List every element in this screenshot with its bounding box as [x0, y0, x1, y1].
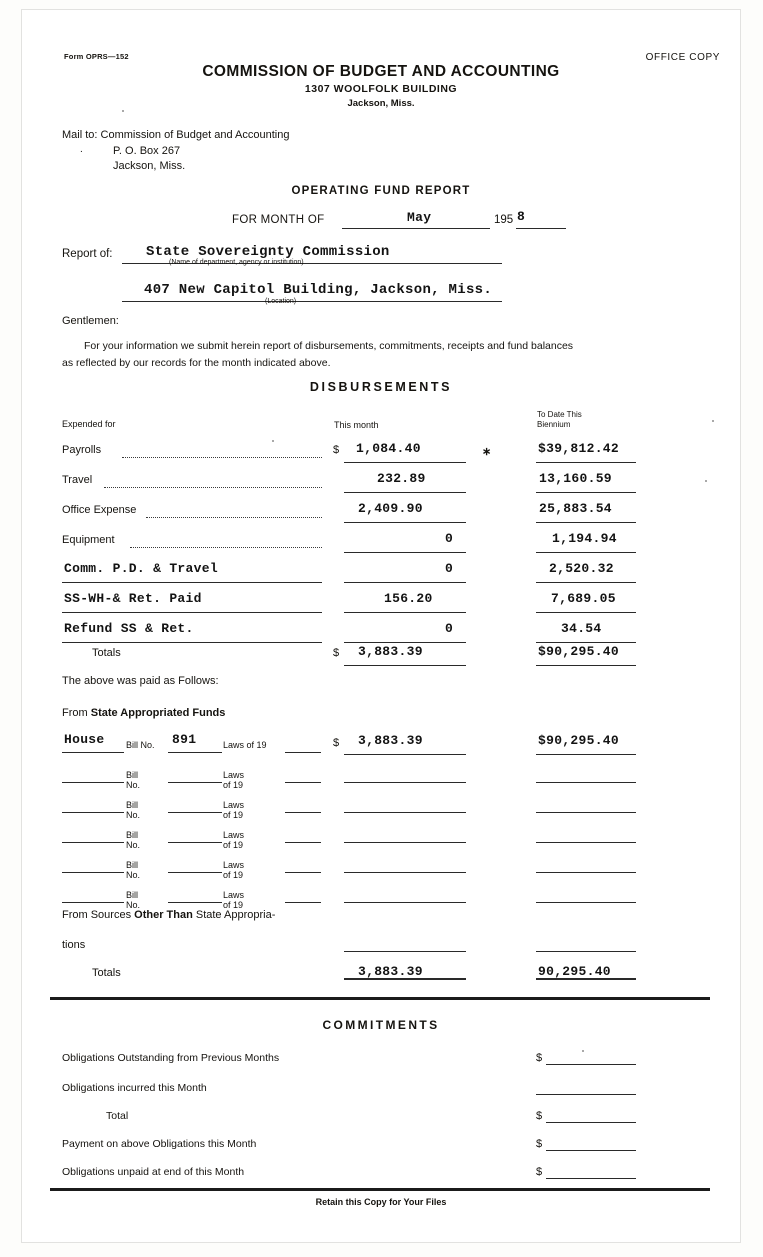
bill-row-house-rule-1	[62, 752, 124, 753]
other-sources-prefix: From Sources	[62, 909, 135, 921]
value-this-month-ss-wh-ret-paid: 156.20	[384, 591, 433, 606]
disbursements-heading: DISBURSEMENTS	[309, 380, 453, 394]
bill-rule-this-month-2	[344, 782, 466, 783]
laws-of-label-3: Laws of 19	[223, 800, 245, 820]
totals-label: Totals	[92, 647, 121, 659]
rule-this-month-ss-wh-ret-paid	[344, 612, 466, 613]
other-sources-emphasis: Other Than	[134, 909, 193, 921]
row-label-payrolls: Payrolls	[62, 444, 102, 456]
other-sources-rule-this-month	[344, 951, 466, 952]
commitments-dollar-0: $	[536, 1052, 543, 1064]
location-caption: (Location)	[265, 298, 297, 305]
year-rule	[516, 228, 566, 229]
value-to-date-ss-wh-ret-paid: 7,689.05	[551, 591, 616, 606]
rule-this-month-refund-ss-ret	[344, 642, 466, 643]
paid-as-follows-label: The above was paid as Follows:	[62, 675, 219, 687]
rule-this-month-equipment	[344, 552, 466, 553]
commitments-rule-0	[546, 1064, 636, 1065]
value-this-month-refund-ss-ret: 0	[445, 621, 454, 636]
location-value: 407 New Capitol Building, Jackson, Miss.	[144, 282, 493, 298]
section-divider-top	[50, 997, 710, 1000]
value-this-month-equipment: 0	[445, 531, 454, 546]
bill-rule-to-date-2	[536, 782, 636, 783]
other-sources-line2: tions	[62, 939, 86, 951]
laws-of-rule-3	[285, 812, 321, 813]
scan-speck	[122, 110, 124, 112]
commitments-rule-3	[546, 1150, 636, 1151]
from-state-funds-line	[62, 707, 225, 719]
bill-rule-to-date-5	[536, 872, 636, 873]
section-divider-bottom	[50, 1188, 710, 1191]
bill-no-rule-4	[168, 842, 222, 843]
bill-no-rule-3	[168, 812, 222, 813]
agency-name-value: State Sovereignty Commission	[146, 244, 390, 260]
row-leader-office-expense	[146, 517, 322, 518]
row-label-refund-ss-ret: Refund SS & Ret.	[64, 621, 194, 636]
rule-this-month-comm-pd-travel	[344, 582, 466, 583]
laws-of-rule-1	[285, 752, 321, 753]
value-to-date-payrolls: $39,812.42	[538, 441, 620, 456]
rule-to-date-office-expense	[536, 522, 636, 523]
bill-rule-to-date-1	[536, 754, 636, 755]
bill-rule-this-month-4	[344, 842, 466, 843]
office-copy-label: OFFICE COPY	[645, 52, 720, 63]
row-label-equipment: Equipment	[62, 534, 115, 546]
value-this-month-totals: 3,883.39	[358, 644, 423, 659]
final-totals-label: Totals	[92, 967, 121, 979]
commitments-row-label-1: Obligations incurred this Month	[62, 1082, 207, 1094]
value-this-month-comm-pd-travel: 0	[445, 561, 454, 576]
bill-value-to-date-1: $90,295.40	[538, 733, 620, 748]
rule-to-date-equipment	[536, 552, 636, 553]
month-value: May	[407, 210, 432, 225]
other-sources-suffix: State Appropria-	[192, 909, 276, 921]
final-totals-rule-this-month	[344, 978, 466, 980]
asterisk-mark: ∗	[482, 446, 492, 458]
commitments-row-label-0: Obligations Outstanding from Previous Months	[62, 1052, 280, 1064]
bill-row-house-1: House	[64, 732, 105, 747]
form-sheet	[22, 10, 740, 1242]
operating-fund-report-heading: OPERATING FUND REPORT	[291, 185, 471, 197]
rule-this-month-travel	[344, 492, 466, 493]
bill-rule-to-date-4	[536, 842, 636, 843]
commitments-row-label-3: Payment on above Obligations this Month	[62, 1138, 257, 1150]
mail-to-line3: Jackson, Miss.	[113, 160, 186, 172]
row-leader-travel	[104, 487, 322, 488]
column-header-to-date-line1: To Date This	[537, 410, 582, 419]
commitments-dollar-4: $	[536, 1166, 543, 1178]
row-leader-payrolls	[122, 457, 322, 458]
row-label-comm-pd-travel: Comm. P.D. & Travel	[64, 561, 218, 576]
for-month-of-label: FOR MONTH OF	[232, 214, 325, 226]
bill-rule-this-month-1	[344, 754, 466, 755]
column-header-expended-for: Expended for	[62, 419, 116, 429]
bill-no-label-6: Bill No.	[126, 890, 141, 910]
value-to-date-refund-ss-ret: 34.54	[561, 621, 602, 636]
laws-of-rule-2	[285, 782, 321, 783]
rule-to-date-travel	[536, 492, 636, 493]
commitments-dollar-3: $	[536, 1138, 543, 1150]
row-leader-refund-ss-ret	[62, 642, 322, 643]
value-to-date-travel: 13,160.59	[539, 471, 612, 486]
scan-speck	[272, 440, 274, 442]
laws-of-rule-6	[285, 902, 321, 903]
stray-mark: .	[80, 144, 83, 155]
bill-no-rule-5	[168, 872, 222, 873]
mail-to-line1: Mail to: Commission of Budget and Accounting	[62, 129, 290, 141]
from-state-funds-emphasis: State Appropriated Funds	[90, 707, 226, 719]
commission-address-line1: 1307 WOOLFOLK BUILDING	[304, 83, 458, 95]
row-label-office-expense: Office Expense	[62, 504, 137, 516]
value-this-month-payrolls: 1,084.40	[356, 441, 421, 456]
value-this-month-office-expense: 2,409.90	[358, 501, 423, 516]
body-line2: as reflected by our records for the month indicated above.	[62, 357, 331, 369]
laws-of-rule-4	[285, 842, 321, 843]
other-sources-line1	[62, 909, 275, 921]
bill-no-label-1: Bill No.	[126, 740, 155, 750]
year-prefix: 195	[494, 214, 514, 226]
rule-this-month-payrolls	[344, 462, 466, 463]
report-of-label: Report of:	[62, 248, 113, 260]
final-totals-to-date: 90,295.40	[538, 964, 611, 979]
bill-rule-this-month-5	[344, 872, 466, 873]
dollar-sign-totals: $	[333, 647, 340, 659]
laws-of-label-5: Laws of 19	[223, 860, 245, 880]
year-digit: 8	[517, 209, 526, 224]
bill-row-house-rule-2	[62, 782, 124, 783]
from-state-funds-prefix: From	[62, 707, 91, 719]
scan-speck	[582, 1050, 584, 1052]
laws-of-rule-5	[285, 872, 321, 873]
other-sources-rule-to-date	[536, 951, 636, 952]
month-rule	[342, 228, 490, 229]
bill-no-rule-2	[168, 782, 222, 783]
row-leader-equipment	[130, 547, 322, 548]
rule-to-date-payrolls	[536, 462, 636, 463]
commitments-dollar-2: $	[536, 1110, 543, 1122]
row-label-travel: Travel	[62, 474, 93, 486]
footer-retain-note: Retain this Copy for Your Files	[315, 1197, 447, 1207]
rule-to-date-refund-ss-ret	[536, 642, 636, 643]
bill-no-rule-1	[168, 752, 222, 753]
commitments-rule-1	[536, 1094, 636, 1095]
scan-speck	[712, 420, 714, 422]
bill-rule-this-month-6	[344, 902, 466, 903]
rule-to-date-totals	[536, 665, 636, 666]
laws-of-label-6: Laws of 19	[223, 890, 245, 910]
commitments-rule-2	[546, 1122, 636, 1123]
bill-no-rule-6	[168, 902, 222, 903]
commitments-row-label-4: Obligations unpaid at end of this Month	[62, 1166, 245, 1178]
salutation: Gentlemen:	[62, 315, 119, 327]
laws-of-label-2: Laws of 19	[223, 770, 245, 790]
rule-to-date-ss-wh-ret-paid	[536, 612, 636, 613]
commitments-row-label-2: Total	[106, 1110, 129, 1122]
form-number: Form OPRS—152	[64, 52, 129, 61]
column-header-to-date-line2: Biennium	[537, 420, 571, 429]
bill-row-house-rule-3	[62, 812, 124, 813]
dollar-sign-bill-1: $	[333, 737, 340, 749]
mail-to-line2: P. O. Box 267	[113, 145, 181, 157]
laws-of-label-4: Laws of 19	[223, 830, 245, 850]
value-to-date-comm-pd-travel: 2,520.32	[549, 561, 614, 576]
commission-address-line2: Jackson, Miss.	[347, 98, 415, 109]
rule-to-date-comm-pd-travel	[536, 582, 636, 583]
value-to-date-totals: $90,295.40	[538, 644, 620, 659]
bill-row-house-rule-6	[62, 902, 124, 903]
column-header-this-month: This month	[334, 420, 379, 430]
bill-no-label-2: Bill No.	[126, 770, 141, 790]
commitments-heading: COMMITMENTS	[322, 1018, 440, 1032]
value-to-date-equipment: 1,194.94	[552, 531, 617, 546]
rule-this-month-totals	[344, 665, 466, 666]
value-this-month-travel: 232.89	[377, 471, 426, 486]
final-totals-rule-to-date	[536, 978, 636, 980]
bill-no-label-4: Bill No.	[126, 830, 141, 850]
rule-this-month-office-expense	[344, 522, 466, 523]
bill-rule-this-month-3	[344, 812, 466, 813]
dollar-sign-payrolls: $	[333, 444, 340, 456]
row-label-ss-wh-ret-paid: SS-WH-& Ret. Paid	[64, 591, 202, 606]
final-totals-this-month: 3,883.39	[358, 964, 423, 979]
agency-caption: (Name of department, agency or institution)	[169, 259, 304, 266]
commitments-rule-4	[546, 1178, 636, 1179]
commission-title: COMMISSION OF BUDGET AND ACCOUNTING	[202, 63, 560, 80]
row-leader-ss-wh-ret-paid	[62, 612, 322, 613]
location-rule	[122, 301, 502, 302]
laws-of-label-1: Laws of 19	[223, 740, 267, 750]
value-to-date-office-expense: 25,883.54	[539, 501, 612, 516]
bill-no-label-3: Bill No.	[126, 800, 141, 820]
bill-row-house-rule-5	[62, 872, 124, 873]
scan-speck	[705, 480, 707, 482]
bill-rule-to-date-6	[536, 902, 636, 903]
bill-value-this-month-1: 3,883.39	[358, 733, 423, 748]
bill-no-label-5: Bill No.	[126, 860, 141, 880]
bill-rule-to-date-3	[536, 812, 636, 813]
bill-no-value-1: 891	[172, 732, 197, 747]
body-line1: For your information we submit herein report of disbursements, commitments, receipts and fund balances	[84, 340, 574, 352]
row-leader-comm-pd-travel	[62, 582, 322, 583]
bill-row-house-rule-4	[62, 842, 124, 843]
